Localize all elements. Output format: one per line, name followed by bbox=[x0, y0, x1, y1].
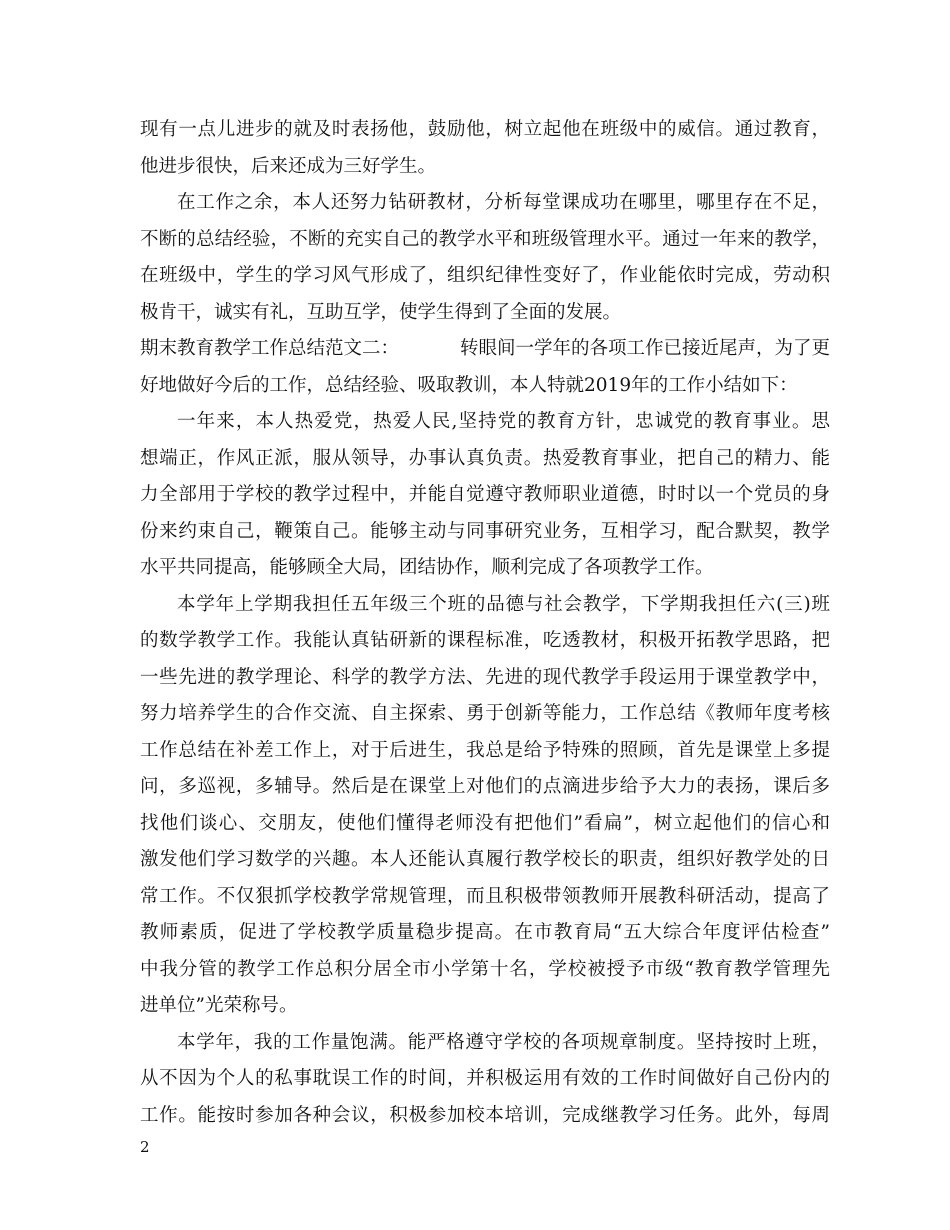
paragraph bbox=[140, 112, 830, 185]
text-line: 好地做好今后的工作，总结经验、吸取教训，本人特就2019年的工作小结如下： bbox=[140, 374, 798, 396]
text-line: 他进步很快，后来还成为三好学生。 bbox=[140, 155, 437, 177]
paragraph bbox=[140, 331, 830, 404]
text-line: 教师素质，促进了学校教学质量稳步提高。在市教育局“五大综合年度评估检查” bbox=[140, 922, 830, 943]
text-line: 的数学教学工作。我能认真钻研新的课程标准，吃透教材，积极开拓教学思路，把 bbox=[140, 630, 830, 651]
text-line: 现有一点儿进步的就及时表扬他，鼓励他，树立起他在班级中的威信。通过教育， bbox=[140, 119, 830, 140]
text-line: 力全部用于学校的教学过程中，并能自觉遵守教师职业道德，时时以一个党员的身 bbox=[140, 484, 830, 505]
paragraph bbox=[140, 185, 830, 331]
text-line: 转眼间一学年的各项工作已接近尾声，为了更 bbox=[459, 338, 830, 359]
text-line: 想端正，作风正派，服从领导，办事认真负责。热爱教育事业，把自己的精力、能 bbox=[140, 447, 830, 469]
text-line: 找他们谈心、交朋友，使他们懂得老师没有把他们”看扁”，树立起他们的信心和 bbox=[140, 812, 830, 834]
text-line: 工作总结在补差工作上，对于后进生，我总是给予特殊的照顾，首先是课堂上多提 bbox=[140, 739, 830, 761]
paragraph bbox=[140, 404, 830, 587]
text-line: 激发他们学习数学的兴趣。本人还能认真履行教学校长的职责，组织好教学处的日 bbox=[140, 849, 830, 870]
text-line: 一些先进的教学理论、科学的教学方法、先进的现代教学手段运用于课堂教学中， bbox=[140, 666, 830, 688]
heading-line bbox=[140, 331, 830, 368]
text-line: 中我分管的教学工作总积分居全市小学第十名，学校被授予市级“教育教学管理先 bbox=[140, 958, 830, 980]
document-body bbox=[140, 112, 830, 1134]
text-line: 工作。能按时参加各种会议，积极参加校本培训，完成继教学习任务。此外，每周 bbox=[140, 1104, 830, 1126]
section-heading: 期末教育教学工作总结范文二： bbox=[140, 338, 400, 359]
text-line: 常工作。不仅狠抓学校教学常规管理，而且积极带领教师开展教科研活动，提高了 bbox=[140, 885, 830, 907]
text-line: 进单位”光荣称号。 bbox=[140, 995, 298, 1016]
text-line: 水平共同提高，能够顾全大局，团结协作，顺利完成了各项教学工作。 bbox=[140, 557, 714, 578]
text-line: 本学年，我的工作量饱满。能严格遵守学校的各项规章制度。坚持按时上班， bbox=[177, 1031, 830, 1053]
text-line: 本学年上学期我担任五年级三个班的品德与社会教学，下学期我担任六(三)班 bbox=[177, 593, 830, 615]
text-line: 在班级中，学生的学习风气形成了，组织纪律性变好了，作业能依时完成，劳动积 bbox=[140, 265, 830, 286]
paragraph bbox=[140, 1025, 830, 1135]
text-line: 一年来，本人热爱党，热爱人民,坚持党的教育方针，忠诚党的教育事业。思 bbox=[177, 411, 830, 432]
text-line: 努力培养学生的合作交流、自主探索、勇于创新等能力，工作总结《教师年度考核 bbox=[140, 703, 830, 724]
text-line: 从不因为个人的私事耽误工作的时间，并积极运用有效的工作时间做好自己份内的 bbox=[140, 1068, 830, 1089]
text-line: 极肯干，诚实有礼，互助互学，使学生得到了全面的发展。 bbox=[140, 301, 622, 323]
paragraph bbox=[140, 587, 830, 1025]
text-line: 份来约束自己，鞭策自己。能够主动与同事研究业务，互相学习，配合默契，教学 bbox=[140, 520, 830, 542]
text-line: 在工作之余，本人还努力钻研教材，分析每堂课成功在哪里，哪里存在不足， bbox=[177, 192, 830, 213]
text-line: 不断的总结经验，不断的充实自己的教学水平和班级管理水平。通过一年来的教学， bbox=[140, 228, 830, 250]
text-line: 问，多巡视，多辅导。然后是在课堂上对他们的点滴进步给予大力的表扬，课后多 bbox=[140, 776, 830, 797]
page-number: 2 bbox=[140, 1138, 150, 1156]
